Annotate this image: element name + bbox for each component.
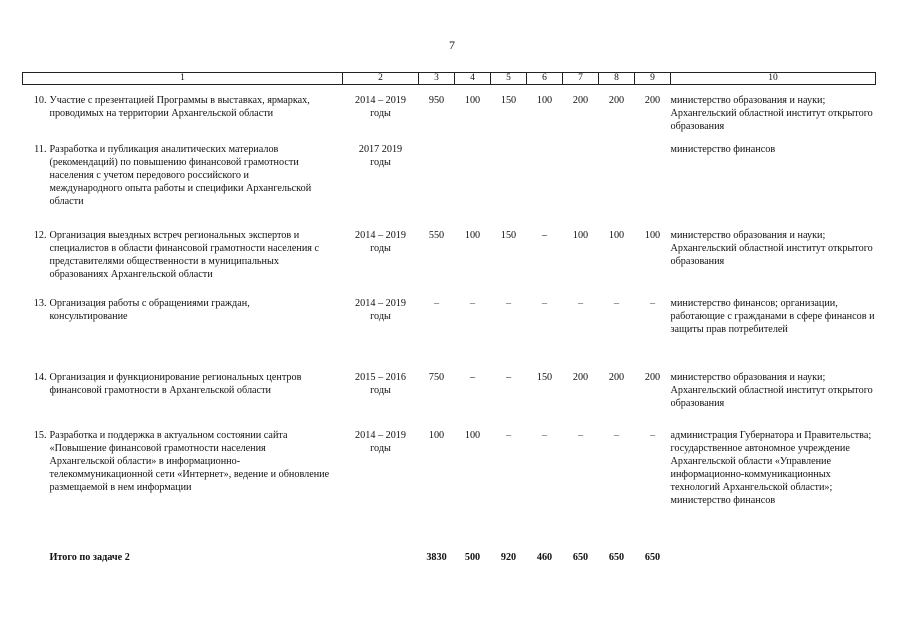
period-cell: 2017 2019 годы (358, 143, 403, 168)
event-cell (23, 229, 343, 297)
value-cell: – (469, 297, 476, 309)
value-cell: – (433, 297, 440, 309)
value-cell: 950 (428, 95, 445, 106)
value-cell: 100 (464, 229, 481, 241)
period-cell: 2014 – 2019 годы (355, 429, 406, 454)
total-row (23, 551, 876, 571)
value-cell: 100 (644, 229, 661, 241)
column-number-header (23, 73, 876, 85)
event-text: Участие с презентацией Программы в выставках, ярмарках, проводимых на территории Архангельской области (49, 95, 310, 119)
table-row (23, 229, 876, 297)
row-number: 15. (33, 429, 47, 441)
value-cell: 200 (572, 371, 589, 383)
value-cell (527, 143, 563, 229)
executor-cell: администрация Губернатора и Правительства; государственное автономное учреждение Архангельской области «Управление информационно-коммуникационных технологий Архангельской области»; министерство финансов (670, 429, 872, 506)
value-cell: – (577, 297, 584, 309)
value-cell: 150 (536, 371, 553, 383)
column-header: 6 (527, 73, 563, 85)
value-cell: – (613, 297, 620, 309)
value-cell: 200 (572, 95, 589, 106)
table-row (23, 297, 876, 371)
value-cell (491, 143, 527, 229)
value-cell (599, 143, 635, 229)
total-value-cell: 3830 (426, 551, 447, 563)
value-cell: 200 (644, 371, 661, 383)
table-row (23, 143, 876, 229)
value-cell: – (469, 371, 476, 383)
value-cell: 200 (608, 371, 625, 383)
page-number: 7 (449, 38, 455, 52)
period-cell: 2014 – 2019 годы (355, 95, 406, 119)
value-cell: – (541, 297, 548, 309)
event-text: Организация работы с обращениями граждан, консультирование (49, 297, 250, 322)
value-cell: 100 (464, 429, 481, 441)
value-cell: 100 (572, 229, 589, 241)
column-header: 7 (563, 73, 599, 85)
total-value-cell: 500 (464, 551, 481, 563)
executor-cell: министерство образования и науки; Архангельский областной институт открытого образования (670, 229, 873, 267)
total-value-cell: 650 (644, 551, 661, 563)
row-number: 10. (33, 95, 47, 106)
value-cell: 150 (500, 95, 517, 106)
row-number: 11. (34, 143, 47, 155)
executor-cell: министерство образования и науки; Архангельский областной институт открытого образования (670, 95, 873, 132)
value-cell: 100 (536, 95, 553, 106)
total-label: Итого по задаче 2 (49, 551, 130, 563)
event-cell (23, 85, 343, 143)
value-cell: 200 (608, 95, 625, 106)
value-cell: 150 (500, 229, 517, 241)
column-header: 1 (23, 73, 343, 85)
total-value-cell: 650 (572, 551, 589, 563)
event-text: Разработка и поддержка в актуальном состоянии сайта «Повышение финансовой грамотности населения Архангельской области» в информационно-телекоммуникационной сети «Интернет», ведение и обновление размещаемой в нем информации (49, 429, 330, 493)
period-cell: 2015 – 2016 годы (355, 371, 406, 396)
event-cell (23, 143, 343, 229)
column-header: 10 (671, 73, 876, 85)
table-row (23, 85, 876, 143)
value-cell: – (649, 429, 656, 441)
total-value-cell: 650 (608, 551, 625, 563)
value-cell: – (577, 429, 584, 441)
event-cell (23, 429, 343, 551)
event-text: Разработка и публикация аналитических материалов (рекомендаций) по повышению финансовой грамотности населения с учетом передового российского и международного опыта работы и специфики Архангельской области (49, 143, 312, 207)
value-cell: 200 (644, 95, 661, 106)
event-cell (23, 297, 343, 371)
value-cell: 550 (428, 229, 445, 241)
event-text: Организация выездных встреч региональных экспертов и специалистов в области финансовой грамотности населения с представителями общественности в муниципальных образованиях Архангельской области (49, 229, 320, 280)
column-header: 2 (343, 73, 419, 85)
row-number: 13. (33, 297, 47, 309)
total-period-cell (343, 551, 419, 571)
total-value-cell: 920 (500, 551, 517, 563)
program-table (22, 72, 876, 571)
value-cell (419, 143, 455, 229)
period-cell: 2014 – 2019 годы (355, 297, 406, 322)
executor-cell: министерство образования и науки; Архангельский областной институт открытого образования (670, 371, 873, 409)
column-header: 3 (419, 73, 455, 85)
total-value-cell: 460 (536, 551, 553, 563)
value-cell: – (505, 429, 512, 441)
value-cell: 750 (428, 371, 445, 383)
column-header: 9 (635, 73, 671, 85)
value-cell: 100 (428, 429, 445, 441)
row-number: 14. (33, 371, 47, 383)
table-row (23, 371, 876, 429)
value-cell: – (613, 429, 620, 441)
total-label-cell (23, 551, 343, 571)
value-cell: – (505, 297, 512, 309)
value-cell: – (649, 297, 656, 309)
value-cell (563, 143, 599, 229)
value-cell: – (505, 371, 512, 383)
value-cell (635, 143, 671, 229)
row-number: 12. (33, 229, 47, 241)
column-header: 5 (491, 73, 527, 85)
value-cell: – (541, 429, 548, 441)
value-cell: 100 (608, 229, 625, 241)
total-executor-cell (671, 551, 876, 571)
value-cell: 100 (464, 95, 481, 106)
column-header: 4 (455, 73, 491, 85)
value-cell: – (541, 229, 548, 241)
value-cell (455, 143, 491, 229)
table-row (23, 429, 876, 551)
executor-cell: министерство финансов (670, 143, 776, 155)
executor-cell: министерство финансов; организации, работающие с гражданами в сфере финансов и защиты прав потребителей (670, 297, 875, 335)
event-text: Организация и функционирование региональных центров финансовой грамотности в Архангельской области (49, 371, 302, 396)
event-cell (23, 371, 343, 429)
period-cell: 2014 – 2019 годы (355, 229, 406, 254)
column-header: 8 (599, 73, 635, 85)
